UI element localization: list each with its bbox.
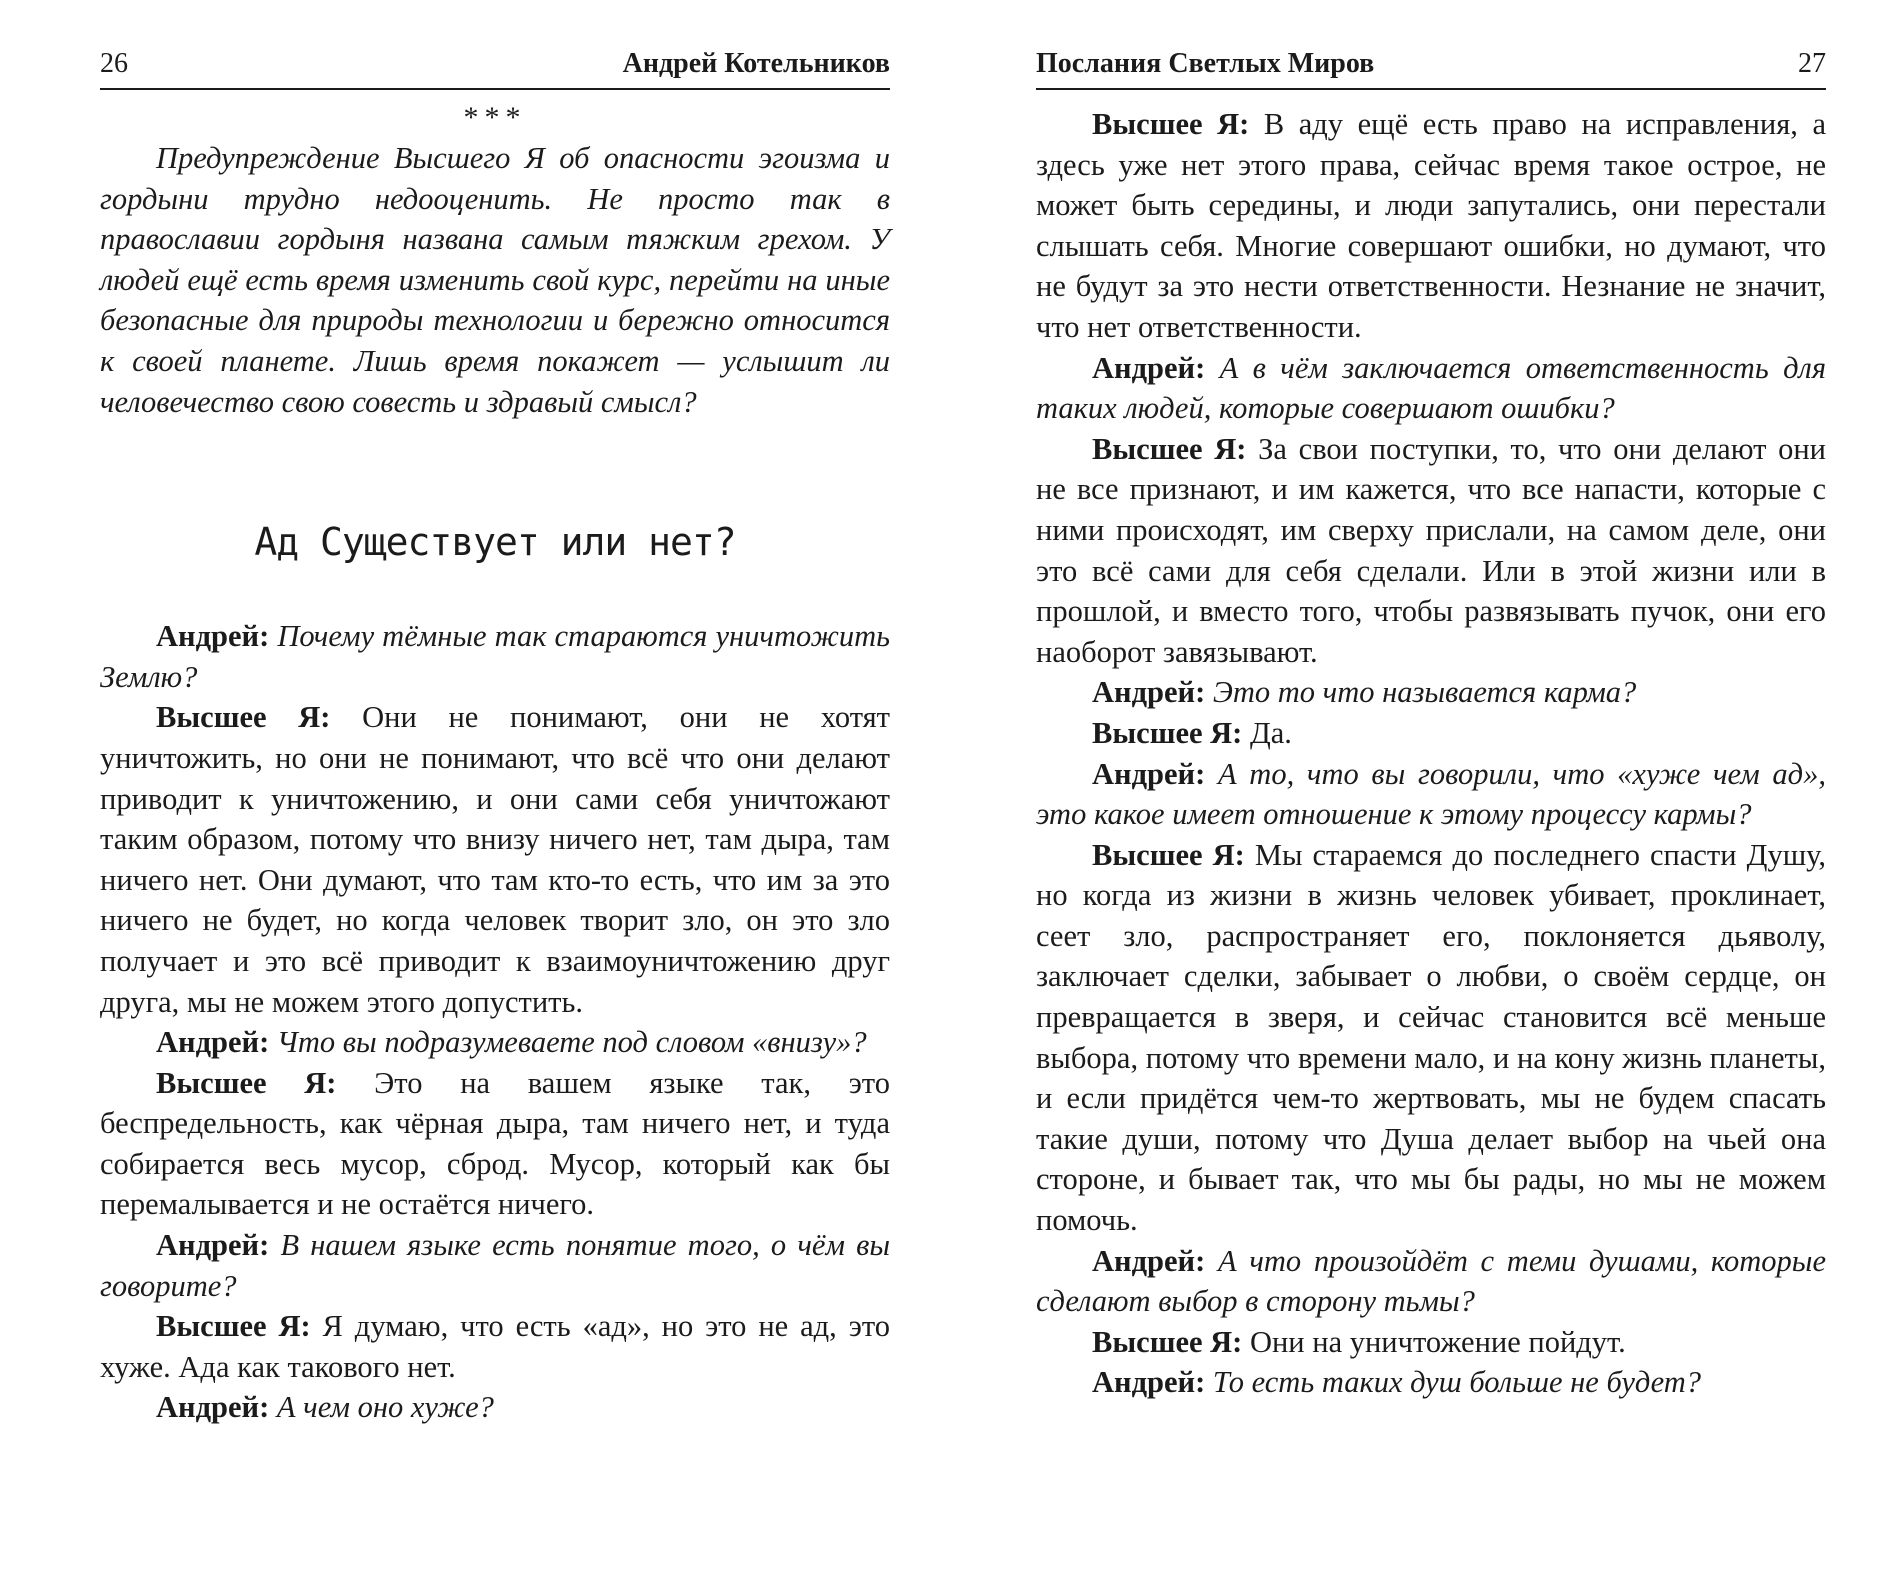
dialogue-line — [100, 616, 890, 697]
chapter-heading: Ад Существует или нет? — [254, 520, 736, 565]
left-page-body — [100, 98, 890, 1428]
page-number: 27 — [1798, 48, 1826, 79]
speaker-name: Высшее Я: — [156, 1065, 337, 1100]
question-text: Это то что называется карма? — [1212, 675, 1637, 710]
dialogue-line — [100, 1063, 890, 1225]
speaker-name: Андрей: — [1092, 756, 1206, 791]
dialogue-line — [1036, 429, 1826, 673]
question-text: То есть таких душ больше не будет? — [1212, 1365, 1702, 1400]
answer-text: Они на уничтожение пойдут. — [1249, 1324, 1626, 1359]
dialogue-line — [1036, 672, 1826, 713]
speaker-name: Высшее Я: — [1092, 431, 1247, 466]
speaker-name: Высшее Я: — [1092, 715, 1243, 750]
answer-text: За свои поступки, то, что они делают они не все признают, и им кажется, что все напасти, которые с ними происходят, им сверху прислали, на самом деле, они это всё сами для себя сделали. Или в этой жизни или в прошлой, и вместо того, чтобы развязывать пучок, они его наоборот завязывают. — [1036, 431, 1827, 669]
speaker-name: Высшее Я: — [156, 700, 331, 735]
question-text: Что вы подразумеваете под словом «внизу»? — [276, 1025, 867, 1060]
dialogue-line — [100, 1306, 890, 1387]
dialogue-line — [1036, 1362, 1826, 1403]
section-separator: *** — [463, 101, 527, 134]
running-head: Послания Светлых Миров — [1036, 48, 1375, 79]
question-text: А в чём заключается ответственность для таких людей, которые совершают ошибки? — [1036, 350, 1827, 426]
dialogue-line — [100, 1022, 890, 1063]
question-text: А что произойдёт с теми душами, которые сделают выбор в сторону тьмы? — [1036, 1243, 1826, 1319]
dialogue-line — [1036, 104, 1826, 348]
speaker-name: Андрей: — [1092, 1243, 1206, 1278]
dialogue-line — [100, 697, 890, 1022]
dialogue-line — [100, 1387, 890, 1428]
question-text: А чем оно хуже? — [276, 1390, 494, 1425]
answer-text: Я думаю, что есть «ад», но это не ад, это хуже. Ада как такового нет. — [100, 1309, 890, 1384]
speaker-name: Андрей: — [156, 1390, 270, 1425]
question-text: В нашем языке есть понятие того, о чём вы говорите? — [100, 1228, 891, 1303]
intro-text: Предупреждение Высшего Я об опасности эгоизма и гордыни трудно недооценить. Не просто так в православии гордыня названа самым тяжким грехом. У людей ещё есть время изменить свой курс, перейти на иные безопасные для природы технологии и бережно относится к своей планете. Лишь время покажет — услышит ли человечество свою совесть и здравый смысл? — [100, 141, 890, 419]
dialogue-line — [100, 1225, 890, 1306]
speaker-name: Высшее Я: — [1092, 107, 1250, 141]
speaker-name: Андрей: — [1092, 350, 1206, 385]
speaker-name: Андрей: — [1092, 675, 1206, 710]
right-page-header — [1036, 46, 1826, 90]
question-text: Почему тёмные так стараются уничтожить Землю? — [100, 619, 891, 694]
right-page-body — [1036, 104, 1826, 1403]
answer-text: Да. — [1249, 715, 1292, 750]
speaker-name: Андрей: — [156, 619, 270, 654]
speaker-name: Андрей: — [156, 1228, 270, 1263]
dialogue-line — [1036, 1241, 1826, 1322]
dialogue-line — [1036, 835, 1826, 1241]
answer-text: В аду ещё есть право на исправления, а здесь уже нет этого права, сейчас время такое острое, не может быть середины, и люди запутались, они перестали слышать себя. Многие совершают ошибки, но думают, что не будут за это нести ответственности. Незнание не значит, что нет ответственности. — [1036, 107, 1826, 344]
intro-paragraph — [100, 138, 890, 422]
dialogue — [100, 616, 890, 1428]
right-page — [1036, 46, 1826, 1403]
dialogue-line — [1036, 713, 1826, 754]
speaker-name: Андрей: — [1092, 1365, 1206, 1400]
speaker-name: Андрей: — [156, 1025, 270, 1060]
page-number: 26 — [100, 48, 128, 79]
speaker-name: Высшее Я: — [156, 1309, 311, 1344]
running-head: Андрей Котельников — [622, 48, 890, 79]
question-text: А то, что вы говорили, что «хуже чем ад», это какое имеет отношение к этому процессу кармы? — [1036, 756, 1826, 832]
dialogue-line — [1036, 754, 1826, 835]
answer-text: Они не понимают, они не хотят уничтожить, но они не понимают, что всё что они делают приводит к уничтожению, и они сами себя уничтожают таким образом, потому что внизу ничего нет, там дыра, там ничего нет. Они думают, что там кто-то есть, что им за это ничего не будет, но когда человек творит зло, он это зло получает и это всё приводит к взаимоуничтожению друг друга, мы не можем этого допустить. — [100, 700, 890, 1019]
left-page — [100, 46, 890, 1428]
speaker-name: Высшее Я: — [1092, 1324, 1243, 1359]
answer-text: Мы стараемся до последнего спасти Душу, но когда из жизни в жизнь человек убивает, проклинает, сеет зло, распространяет его, поклоняется дьяволу, заключает сделки, забывает о любви, о своём сердце, он превращается в зверя, и сейчас становится всё меньше выбора, потому что времени мало, и на кону жизнь планеты, и если придётся чем-то жертвовать, мы не будем спасать такие души, потому что Душа делает выбор на чьей она стороне, и бывает так, что мы бы рады, но мы не можем помочь. — [1036, 837, 1827, 1238]
speaker-name: Высшее Я: — [1092, 837, 1245, 872]
answer-text: Это на вашем языке так, это беспредельность, как чёрная дыра, там ничего нет, и туда собирается весь мусор, сброд. Мусор, который как бы перемалывается и не остаётся ничего. — [100, 1065, 890, 1222]
left-page-header — [100, 46, 890, 90]
dialogue-line — [1036, 1322, 1826, 1363]
dialogue-line — [1036, 348, 1826, 429]
